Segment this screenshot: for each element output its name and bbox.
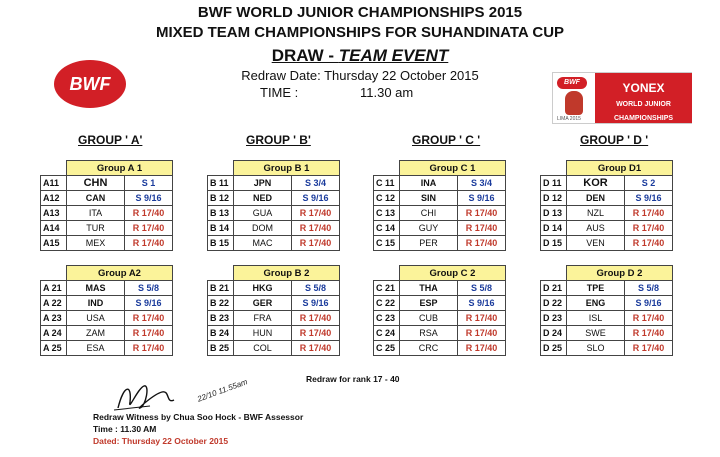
position-code: C 22 (374, 296, 400, 311)
mascot-icon (565, 91, 583, 115)
table-row (541, 236, 673, 251)
position-code: C 25 (374, 341, 400, 356)
team-code: COL (234, 341, 292, 356)
group-title-row (374, 266, 506, 281)
witness-date: Dated: Thursday 22 October 2015 (93, 436, 229, 446)
blank-cell (541, 161, 567, 176)
team-code: AUS (567, 221, 625, 236)
bwf-mini-logo: BWF (557, 77, 587, 89)
team-code: ESA (67, 341, 125, 356)
bwf-logo: BWF (54, 60, 126, 108)
blank-cell (541, 266, 567, 281)
table-row (541, 296, 673, 311)
team-code: CRC (400, 341, 458, 356)
seeding: S 9/16 (292, 296, 340, 311)
team-code: MEX (67, 236, 125, 251)
yonex-wordmark: YONEX (622, 81, 665, 95)
table-row (541, 191, 673, 206)
seeding: R 17/40 (458, 236, 506, 251)
group-table (540, 265, 673, 356)
group-heading-a: GROUP ' A' (78, 133, 143, 147)
group-table (373, 160, 506, 251)
table-row (208, 206, 340, 221)
position-code: C 12 (374, 191, 400, 206)
seeding: R 17/40 (625, 206, 673, 221)
table-row (374, 236, 506, 251)
time-label: TIME : (260, 85, 299, 100)
position-code: B 24 (208, 326, 234, 341)
seeding: S 9/16 (292, 191, 340, 206)
position-code: C 14 (374, 221, 400, 236)
table-row (541, 281, 673, 296)
team-code: MAS (67, 281, 125, 296)
group-title-row (41, 161, 173, 176)
team-code: ENG (567, 296, 625, 311)
table-row (541, 206, 673, 221)
blank-cell (41, 266, 67, 281)
position-code: A 22 (41, 296, 67, 311)
seeding: R 17/40 (125, 236, 173, 251)
position-code: A13 (41, 206, 67, 221)
seeding: S 9/16 (458, 296, 506, 311)
witness-line: Redraw Witness by Chua Soo Hock - BWF Assessor (93, 412, 304, 422)
table-row (541, 176, 673, 191)
time-value: 11.30 am (360, 85, 414, 100)
group-title-row (208, 266, 340, 281)
table-row (374, 206, 506, 221)
team-code: NZL (567, 206, 625, 221)
team-code: FRA (234, 311, 292, 326)
team-code: HUN (234, 326, 292, 341)
blank-cell (208, 161, 234, 176)
table-row (41, 311, 173, 326)
position-code: D 14 (541, 221, 567, 236)
group-title: Group C 2 (400, 266, 506, 281)
team-code: IND (67, 296, 125, 311)
table-row (541, 326, 673, 341)
seeding: R 17/40 (125, 206, 173, 221)
position-code: B 13 (208, 206, 234, 221)
table-row (374, 221, 506, 236)
group-title: Group B 2 (234, 266, 340, 281)
team-code: USA (67, 311, 125, 326)
wjc-tiny-text: LIMA 2015 (557, 116, 581, 122)
position-code: C 24 (374, 326, 400, 341)
table-row (208, 326, 340, 341)
team-code: MAC (234, 236, 292, 251)
group-title: Group B 1 (234, 161, 340, 176)
table-row (41, 341, 173, 356)
table-row (208, 311, 340, 326)
blank-cell (41, 161, 67, 176)
position-code: D 11 (541, 176, 567, 191)
team-code: CUB (400, 311, 458, 326)
team-code: ITA (67, 206, 125, 221)
table-row (374, 296, 506, 311)
blank-cell (374, 161, 400, 176)
position-code: D 25 (541, 341, 567, 356)
team-code: ESP (400, 296, 458, 311)
group-title-row (41, 266, 173, 281)
table-row (41, 236, 173, 251)
position-code: B 21 (208, 281, 234, 296)
seeding: R 17/40 (458, 326, 506, 341)
team-code: HKG (234, 281, 292, 296)
seeding: R 17/40 (292, 206, 340, 221)
table-row (41, 221, 173, 236)
seeding: S 9/16 (625, 191, 673, 206)
table-row (208, 296, 340, 311)
position-code: A11 (41, 176, 67, 191)
seeding: S 1 (125, 176, 173, 191)
position-code: A15 (41, 236, 67, 251)
seeding: R 17/40 (292, 236, 340, 251)
seeding: R 17/40 (125, 341, 173, 356)
seeding: R 17/40 (125, 326, 173, 341)
group-table (40, 265, 173, 356)
position-code: A 23 (41, 311, 67, 326)
group-title: Group D 2 (567, 266, 673, 281)
seeding: R 17/40 (125, 311, 173, 326)
seeding: R 17/40 (625, 236, 673, 251)
position-code: D 15 (541, 236, 567, 251)
group-heading-c: GROUP ' C ' (412, 133, 481, 147)
team-code: VEN (567, 236, 625, 251)
table-row (208, 221, 340, 236)
group-heading-d: GROUP ' D ' (580, 133, 649, 147)
seeding: R 17/40 (292, 326, 340, 341)
seeding: S 5/8 (625, 281, 673, 296)
signature-note: 22/10 11.55am (196, 377, 249, 404)
group-title-row (374, 161, 506, 176)
team-code: TPE (567, 281, 625, 296)
table-row (208, 236, 340, 251)
table-row (208, 191, 340, 206)
position-code: D 13 (541, 206, 567, 221)
position-code: B 22 (208, 296, 234, 311)
seeding: S 9/16 (458, 191, 506, 206)
table-row (374, 311, 506, 326)
seeding: S 5/8 (125, 281, 173, 296)
team-code: PER (400, 236, 458, 251)
group-table (207, 160, 340, 251)
table-row (374, 341, 506, 356)
position-code: B 12 (208, 191, 234, 206)
table-row (374, 176, 506, 191)
position-code: A12 (41, 191, 67, 206)
table-row (541, 221, 673, 236)
title-line-1: BWF WORLD JUNIOR CHAMPIONSHIPS 2015 (197, 4, 523, 21)
team-code: THA (400, 281, 458, 296)
table-row (41, 206, 173, 221)
table-row (41, 191, 173, 206)
position-code: B 11 (208, 176, 234, 191)
seeding: S 2 (625, 176, 673, 191)
team-code: NED (234, 191, 292, 206)
seeding: R 17/40 (292, 341, 340, 356)
position-code: B 25 (208, 341, 234, 356)
seeding: R 17/40 (292, 311, 340, 326)
position-code: C 21 (374, 281, 400, 296)
yonex-panel (595, 73, 692, 123)
table-row (208, 281, 340, 296)
wjc-mascot-panel (553, 73, 595, 123)
table-row (41, 296, 173, 311)
seeding: R 17/40 (458, 221, 506, 236)
seeding: S 9/16 (625, 296, 673, 311)
position-code: D 21 (541, 281, 567, 296)
table-row (374, 191, 506, 206)
blank-cell (374, 266, 400, 281)
group-title: Group A2 (67, 266, 173, 281)
position-code: A 25 (41, 341, 67, 356)
seeding: R 17/40 (125, 221, 173, 236)
position-code: A14 (41, 221, 67, 236)
title-line-2: MIXED TEAM CHAMPIONSHIPS FOR SUHANDINATA CUP (155, 24, 565, 41)
position-code: D 23 (541, 311, 567, 326)
position-code: C 13 (374, 206, 400, 221)
group-title-row (208, 161, 340, 176)
witness-time: Time : 11.30 AM (93, 424, 157, 434)
seeding: S 3/4 (458, 176, 506, 191)
seeding: R 17/40 (625, 326, 673, 341)
table-row (208, 341, 340, 356)
team-code: GUY (400, 221, 458, 236)
position-code: C 11 (374, 176, 400, 191)
table-row (374, 326, 506, 341)
seeding: S 9/16 (125, 296, 173, 311)
team-code: JPN (234, 176, 292, 191)
wjc-label-1: WORLD JUNIOR (616, 101, 671, 108)
team-code: CHI (400, 206, 458, 221)
seeding: R 17/40 (625, 341, 673, 356)
seeding: R 17/40 (625, 221, 673, 236)
seeding: R 17/40 (292, 221, 340, 236)
position-code: C 15 (374, 236, 400, 251)
title-team-event: TEAM EVENT (338, 46, 449, 65)
team-code: CAN (67, 191, 125, 206)
team-code: KOR (567, 176, 625, 191)
group-table (40, 160, 173, 251)
team-code: SLO (567, 341, 625, 356)
position-code: B 15 (208, 236, 234, 251)
position-code: C 23 (374, 311, 400, 326)
team-code: ISL (567, 311, 625, 326)
team-code: INA (400, 176, 458, 191)
seeding: S 3/4 (292, 176, 340, 191)
blank-cell (208, 266, 234, 281)
team-code: ZAM (67, 326, 125, 341)
signature-icon (110, 380, 200, 416)
position-code: B 14 (208, 221, 234, 236)
team-code: CHN (67, 176, 125, 191)
position-code: B 23 (208, 311, 234, 326)
group-title-row (541, 266, 673, 281)
table-row (41, 326, 173, 341)
table-row (41, 281, 173, 296)
yonex-wjc-logo (552, 72, 692, 124)
table-row (208, 176, 340, 191)
redraw-note: Redraw for rank 17 - 40 (306, 374, 400, 384)
seeding: R 17/40 (458, 341, 506, 356)
group-title: Group D1 (567, 161, 673, 176)
team-code: RSA (400, 326, 458, 341)
seeding: R 17/40 (458, 311, 506, 326)
redraw-date: Redraw Date: Thursday 22 October 2015 (241, 68, 479, 83)
seeding: R 17/40 (458, 206, 506, 221)
team-code: SIN (400, 191, 458, 206)
position-code: D 22 (541, 296, 567, 311)
seeding: S 5/8 (292, 281, 340, 296)
table-row (541, 341, 673, 356)
team-code: GER (234, 296, 292, 311)
group-table (540, 160, 673, 251)
table-row (541, 311, 673, 326)
group-heading-b: GROUP ' B' (246, 133, 311, 147)
wjc-label-2: CHAMPIONSHIPS (613, 115, 674, 122)
table-row (374, 281, 506, 296)
group-title-row (541, 161, 673, 176)
group-title: Group C 1 (400, 161, 506, 176)
seeding: R 17/40 (625, 311, 673, 326)
title-draw: DRAW - (271, 46, 339, 65)
team-code: TUR (67, 221, 125, 236)
team-code: DOM (234, 221, 292, 236)
team-code: SWE (567, 326, 625, 341)
position-code: D 12 (541, 191, 567, 206)
position-code: A 21 (41, 281, 67, 296)
team-code: GUA (234, 206, 292, 221)
position-code: D 24 (541, 326, 567, 341)
seeding: S 5/8 (458, 281, 506, 296)
team-code: DEN (567, 191, 625, 206)
group-table (373, 265, 506, 356)
table-row (41, 176, 173, 191)
group-table (207, 265, 340, 356)
group-title: Group A 1 (67, 161, 173, 176)
position-code: A 24 (41, 326, 67, 341)
seeding: S 9/16 (125, 191, 173, 206)
